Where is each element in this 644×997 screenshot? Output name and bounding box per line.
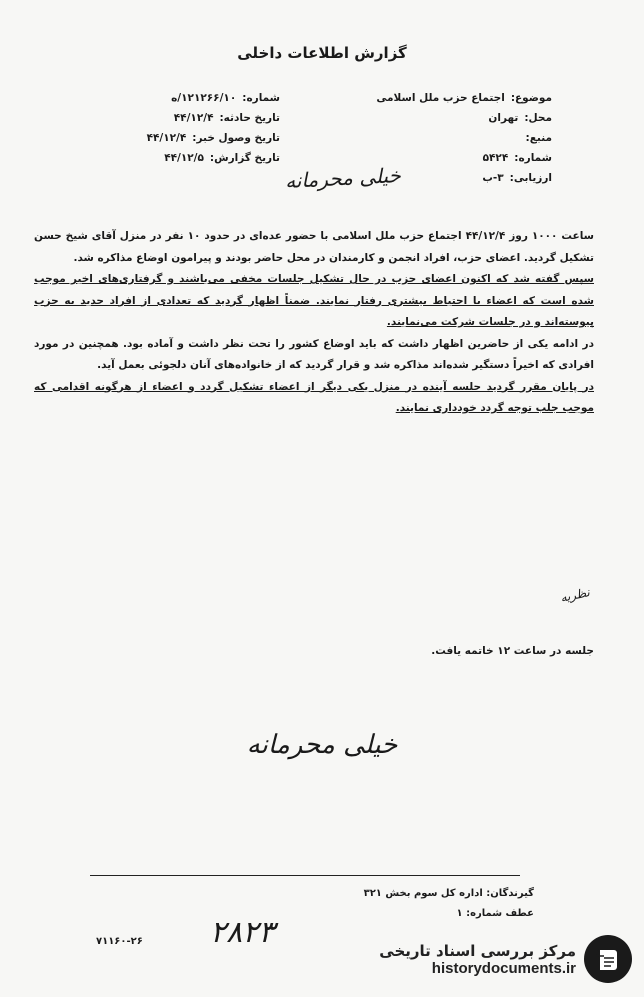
meta-event-date: تاریخ حادثه: ۴۴/۱۲/۴ [173,112,280,124]
meta-subject: موضوع: اجتماع حزب ملل اسلامی [376,92,552,104]
document-scroll-icon [584,935,632,983]
meta-place: محل: تهران [488,112,552,124]
footer-divider [90,875,520,876]
meta-source-number: شماره: ۵۴۲۴ [482,152,552,164]
report-body [34,226,594,420]
footer-file-number: ۷۱۱۶۰-۲۶ [96,936,143,947]
watermark-text [379,942,576,977]
body-paragraph: در پایان مقرر گردید جلسه آینده در منزل یکی دیگر از اعضاء تشکیل گردد و اعضاء از هرگونه اقدامی که موجب جلب توجه گردد خودداری نمایند. [34,380,594,414]
meta-evaluation: ارزیابی: ۳-ب [482,172,552,184]
meta-report-date: تاریخ گزارش: ۴۴/۱۲/۵ [164,152,280,164]
handwritten-code: ۲۸۲۳ [210,915,275,950]
footer-reference-line: عطف شماره: ۱ [456,908,534,919]
meta-received-date: تاریخ وصول خبر: ۴۴/۱۲/۴ [146,132,280,144]
document-title: گزارش اطلاعات داخلی [237,44,407,62]
footer-recipients [274,884,534,924]
meta-left-block [80,88,280,168]
meta-number: شماره: ۱۲۱۲۶۶/۱۰/ه [171,92,280,104]
watermark [342,930,632,988]
watermark-text-en: historydocuments.ir [431,959,576,977]
handwritten-reference: خیلی محرمانه [284,162,402,194]
body-paragraph: ساعت ۱۰۰۰ روز ۴۴/۱۲/۴ اجتماع حزب ملل اسلامی با حضور عده‌ای در حدود ۱۰ نفر در منزل آقای شیخ حسن تشکیل گردید. اعضای حزب، افراد انجمن و کارمندان در محل حاضر بودند و پیرامون اوضاع مذاکره شد. [34,230,594,264]
closing-line: جلسه در ساعت ۱۲ خاتمه یافت. [431,645,594,657]
watermark-text-fa: مرکز بررسی اسناد تاریخی [379,941,576,960]
meta-source: منبع: [525,132,552,144]
confidential-stamp: خیلی محرمانه [246,730,398,760]
margin-note: نظریه [559,585,591,605]
body-paragraph: در ادامه یکی از حاضرین اظهار داشت که باید اوضاع کشور را تحت نظر داشت و آماده بود. همچنین در مورد افرادی که اخیراً دستگیر شده‌اند مذاکره شد و قرار گردید که از خانواده‌های آنان دلجوئی بعمل آید. [34,337,594,371]
footer-recipients-line: گیرندگان: اداره کل سوم بخش ۳۲۱ [363,888,534,899]
body-paragraph: سپس گفته شد که اکنون اعضای حزب در حال تشکیل جلسات مخفی می‌باشند و گرفتاری‌های اخیر موجب شده است که اعضاء با احتیاط بیشتری رفتار نمایند. ضمناً اظهار گردید که تعدادی از افراد جدید به حزب پیوسته‌اند و در جلسات شرکت می‌نمایند. [34,273,594,328]
